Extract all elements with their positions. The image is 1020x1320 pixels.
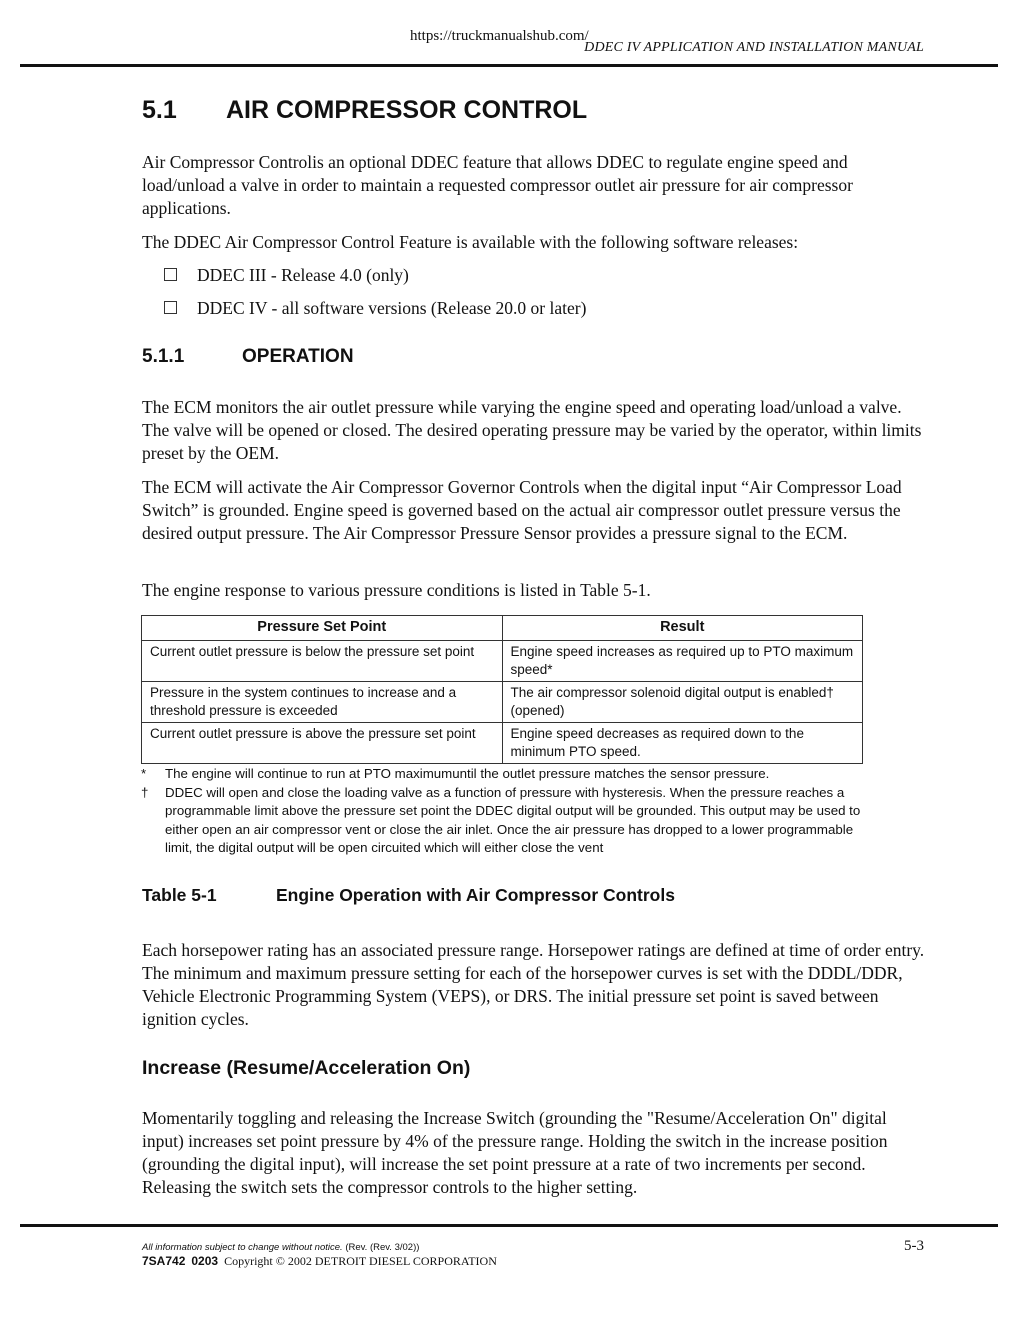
operation-paragraph-3: The engine response to various pressure conditions is listed in Table 5-1. — [142, 580, 651, 600]
intro-paragraph-1: Air Compressor Controlis an optional DDEC feature that allows DDEC to regulate engine speed and load/unload a valve in order to maintain a requested compressor outlet air pressure for air compressor applications. — [142, 152, 853, 218]
footer-copyright-line — [142, 1254, 497, 1269]
checkbox-bullet-icon — [164, 301, 177, 314]
column-header-result: Result — [502, 616, 863, 641]
release-bullet-text: DDEC IV - all software versions (Release 20.0 or later) — [197, 298, 587, 318]
footer-revision: (Rev. (Rev. 3/02)) — [345, 1242, 420, 1253]
table-cell: Current outlet pressure is below the pressure set point — [142, 641, 503, 682]
table-cell: Engine speed increases as required up to PTO maximum speed* — [502, 641, 863, 682]
source-url: https://truckmanualshub.com/ — [410, 28, 589, 44]
page-number: 5-3 — [904, 1238, 924, 1254]
column-header-pressure-set-point: Pressure Set Point — [142, 616, 503, 641]
table-caption-number: Table 5-1 — [142, 885, 217, 905]
footer-doc-number: 7SA742 — [142, 1254, 186, 1268]
table-row — [142, 723, 863, 764]
footnote — [141, 784, 871, 858]
table-header-row — [142, 616, 863, 641]
pressure-range-paragraph: Each horsepower rating has an associated pressure range. Horsepower ratings are defined at time of order entry. The minimum and maximum pressure setting for each of the horsepower curves is set with the DDDL/DDR, Vehicle Electronic Programming System (VEPS), or DRS. The initial pressure set point is saved between ignition cycles. — [142, 940, 925, 1029]
table-row — [142, 641, 863, 682]
release-bullet-text: DDEC III - Release 4.0 (only) — [197, 265, 409, 285]
footnote-mark: † — [141, 784, 149, 800]
increase-heading: Increase (Resume/Acceleration On) — [142, 1057, 471, 1079]
table-footnotes — [141, 765, 871, 858]
footer-copyright: Copyright © 2002 DETROIT DIESEL CORPORATION — [224, 1254, 497, 1268]
checkbox-bullet-icon — [164, 268, 177, 281]
subsection-heading — [142, 346, 354, 368]
operation-paragraph-2: The ECM will activate the Air Compressor Governor Controls when the digital input “Air Compressor Load Switch” is grounded. Engine speed is governed based on the actual air compressor outlet pressure versus the desired output pressure. The Air Compressor Pressure Sensor provides a pressure signal to the ECM. — [142, 477, 902, 543]
table-cell: Pressure in the system continues to increase and a threshold pressure is exceeded — [142, 682, 503, 723]
section-number: 5.1 — [142, 96, 177, 124]
footnote-text: DDEC will open and close the loading valve as a function of pressure with hysteresis. When the pressure reaches a programmable limit above the pressure set point the DDEC digital output will be grounded. This output may be used to either open an air compressor vent or close the air inlet. Once the air pressure has dropped to a lower programmable limit, the digital output will be open circuited which will either close the vent — [165, 784, 861, 855]
subsection-number: 5.1.1 — [142, 346, 185, 367]
manual-title: DDEC IV APPLICATION AND INSTALLATION MANUAL — [584, 40, 924, 55]
increase-paragraph: Momentarily toggling and releasing the Increase Switch (grounding the "Resume/Acceleration On" digital input) increases set point pressure by 4% of the pressure range. Holding the switch in the increase position (grounding the digital input), will increase the set point pressure at a rate of two increments per second. Releasing the switch sets the compressor controls to the higher setting. — [142, 1108, 888, 1197]
release-bullet-2 — [164, 297, 586, 320]
table-caption — [142, 885, 675, 906]
table-row — [142, 682, 863, 723]
footer-notice: All information subject to change without notice. — [142, 1242, 343, 1253]
table-cell: Current outlet pressure is above the pressure set point — [142, 723, 503, 764]
table-cell: Engine speed decreases as required down to the minimum PTO speed. — [502, 723, 863, 764]
operation-paragraph-1: The ECM monitors the air outlet pressure while varying the engine speed and operating load/unload a valve. The valve will be opened or closed. The desired operating pressure may be varied by the operator, within limits preset by the OEM. — [142, 397, 922, 463]
footnote-text: The engine will continue to run at PTO maximumuntil the outlet pressure matches the sensor pressure. — [165, 766, 770, 781]
footnote — [141, 765, 871, 784]
header-rule — [20, 64, 998, 67]
footer-notice-line — [142, 1242, 419, 1253]
pressure-response-table — [141, 615, 863, 764]
section-heading — [142, 96, 587, 125]
table-caption-title: Engine Operation with Air Compressor Controls — [276, 885, 675, 905]
intro-paragraph-2: The DDEC Air Compressor Control Feature is available with the following software releases: — [142, 232, 799, 252]
footer-date-code: 0203 — [191, 1254, 219, 1268]
table-cell: The air compressor solenoid digital output is enabled† (opened) — [502, 682, 863, 723]
section-title: AIR COMPRESSOR CONTROL — [226, 96, 588, 124]
footnote-mark: * — [141, 766, 147, 781]
release-bullet-1 — [164, 264, 409, 287]
footer-rule — [20, 1224, 998, 1227]
subsection-title: OPERATION — [242, 346, 354, 367]
